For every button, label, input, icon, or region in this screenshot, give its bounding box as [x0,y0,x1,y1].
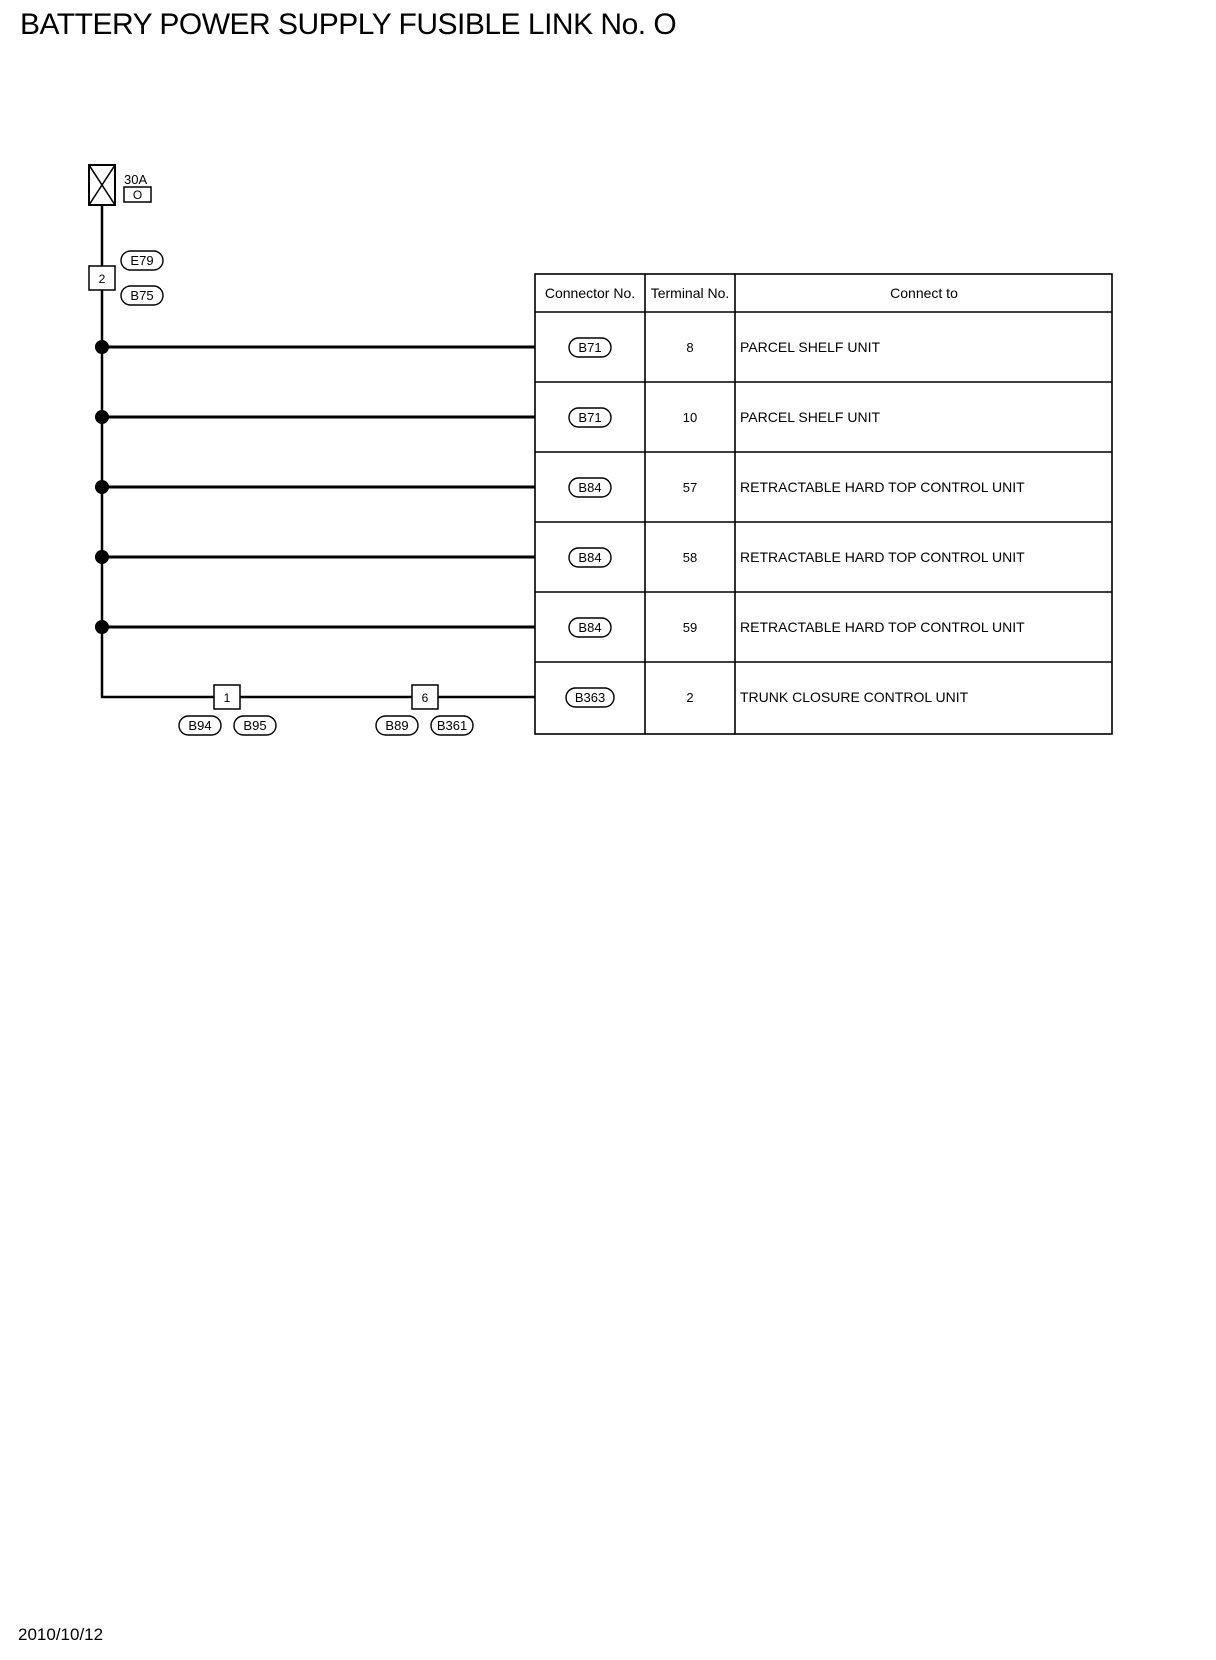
row-connect-to: RETRACTABLE HARD TOP CONTROL UNIT [740,619,1025,635]
row-connector: B363 [574,690,606,705]
row-connector: B84 [578,480,602,495]
row-connector: B71 [578,410,602,425]
svg-text:B89: B89 [385,718,409,733]
page-title: BATTERY POWER SUPPLY FUSIBLE LINK No. O [20,8,677,41]
row-connect-to: TRUNK CLOSURE CONTROL UNIT [740,689,969,705]
footer-date: 2010/10/12 [18,1625,104,1644]
table-header: Terminal No. [650,285,730,301]
row-terminal: 58 [682,550,698,565]
svg-text:E79: E79 [130,253,154,268]
inline-connector-badge [431,716,473,735]
source-connector-badge [121,286,163,305]
wiring-diagram [0,0,1216,800]
svg-text:B75: B75 [130,288,154,303]
source-connector-badge [121,251,163,270]
main-bus-lower [102,290,535,697]
svg-text:B94: B94 [188,718,212,733]
inline-terminal-number: 1 [223,691,231,705]
inline-connector-badge [376,716,418,735]
row-terminal: 8 [686,340,694,355]
inline-terminal-number: 6 [421,691,429,705]
row-terminal: 57 [682,480,698,495]
row-connect-to: RETRACTABLE HARD TOP CONTROL UNIT [740,549,1025,565]
fuse-rating: 30A [124,172,148,187]
row-connect-to: PARCEL SHELF UNIT [740,409,881,425]
table-header: Connector No. [544,285,636,301]
branch-wires [102,347,535,627]
row-terminal: 2 [686,690,694,705]
row-connect-to: RETRACTABLE HARD TOP CONTROL UNIT [740,479,1025,495]
connection-table [535,274,1112,734]
inline-connector-badge [179,716,221,735]
source-terminal-number: 2 [98,272,106,286]
svg-text:B361: B361 [436,718,468,733]
fusible-link-symbol [89,165,115,205]
inline-connector-badge [234,716,276,735]
row-connector: B71 [578,340,602,355]
row-terminal: 10 [682,410,698,425]
svg-text:B95: B95 [243,718,267,733]
row-connector: B84 [578,550,602,565]
table-header: Connect to [890,285,958,301]
row-connect-to: PARCEL SHELF UNIT [740,339,881,355]
row-terminal: 59 [682,620,698,635]
fuse-link-symbol: O [132,188,143,202]
row-connector: B84 [578,620,602,635]
